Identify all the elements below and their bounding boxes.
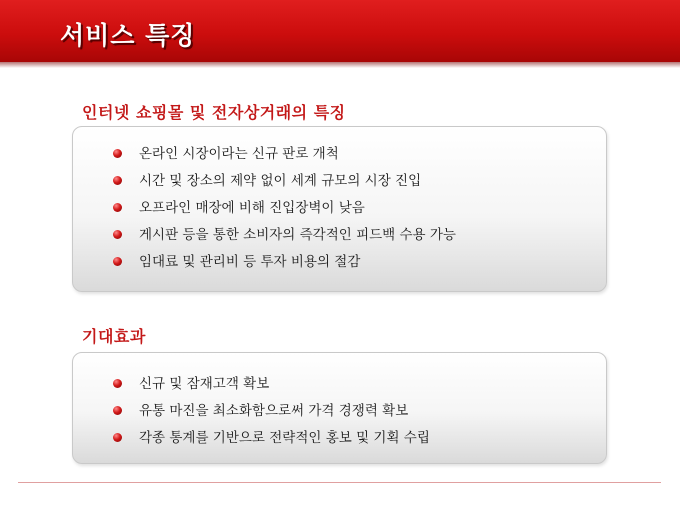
features-box bbox=[72, 126, 607, 292]
bullet-icon bbox=[113, 176, 122, 185]
bullet-icon bbox=[113, 149, 122, 158]
bullet-icon bbox=[113, 433, 122, 442]
list-item bbox=[113, 373, 430, 400]
list-item-text: 온라인 시장이라는 신규 판로 개척 bbox=[139, 146, 339, 162]
list-item-text: 오프라인 매장에 비해 진입장벽이 낮음 bbox=[139, 200, 365, 216]
bullet-icon bbox=[113, 230, 122, 239]
list-item-text: 유통 마진을 최소화함으로써 가격 경쟁력 확보 bbox=[139, 403, 409, 419]
list-item bbox=[113, 251, 456, 278]
features-list bbox=[113, 143, 456, 278]
title-bar bbox=[0, 0, 680, 62]
expected-effects-box bbox=[72, 352, 607, 464]
list-item bbox=[113, 427, 430, 454]
bullet-icon bbox=[113, 257, 122, 266]
list-item bbox=[113, 224, 456, 251]
list-item bbox=[113, 143, 456, 170]
section-heading-expected-effects: 기대효과 bbox=[82, 327, 146, 346]
list-item-text: 각종 통계를 기반으로 전략적인 홍보 및 기획 수립 bbox=[139, 430, 430, 446]
list-item bbox=[113, 170, 456, 197]
bullet-icon bbox=[113, 379, 122, 388]
section-heading-features: 인터넷 쇼핑몰 및 전자상거래의 특징 bbox=[82, 103, 346, 122]
expected-effects-list bbox=[113, 373, 430, 454]
list-item-text: 신규 및 잠재고객 확보 bbox=[139, 376, 270, 392]
list-item bbox=[113, 197, 456, 224]
slide-title: 서비스 특징 bbox=[60, 21, 196, 50]
list-item-text: 게시판 등을 통한 소비자의 즉각적인 피드백 수용 가능 bbox=[139, 227, 456, 243]
list-item-text: 시간 및 장소의 제약 없이 세계 규모의 시장 진입 bbox=[139, 173, 422, 189]
bullet-icon bbox=[113, 406, 122, 415]
footer-divider bbox=[18, 482, 661, 483]
bullet-icon bbox=[113, 203, 122, 212]
list-item-text: 임대료 및 관리비 등 투자 비용의 절감 bbox=[139, 254, 361, 270]
list-item bbox=[113, 400, 430, 427]
